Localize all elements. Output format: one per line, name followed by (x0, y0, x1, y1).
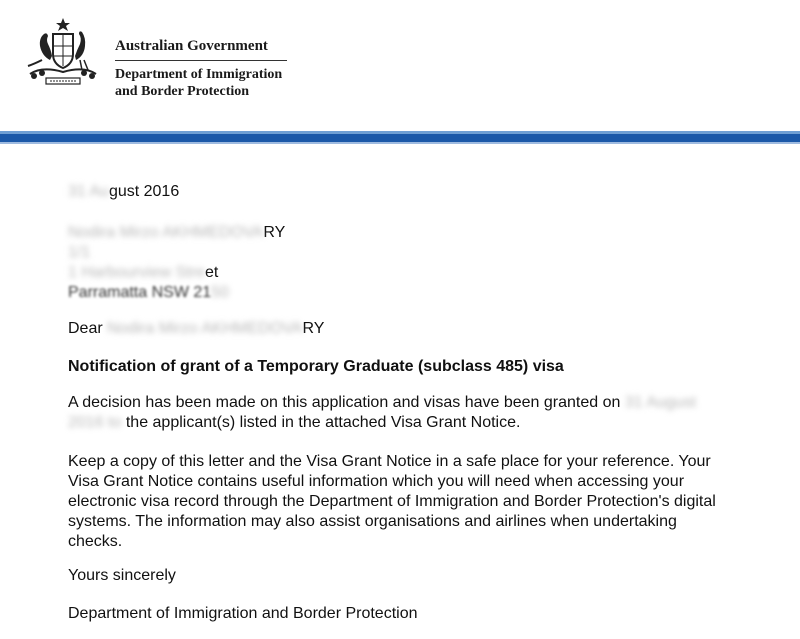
header-stripe (0, 131, 800, 146)
keep-copy-paragraph: Keep a copy of this letter and the Visa Grant Notice in a safe place for your reference. Your Visa Grant Notice contains useful information which you will need when accessing your electronic visa record through the Department of Immigration and Border Protection's digital systems. The information may also assist organisations and airlines when undertaking checks. (68, 453, 716, 550)
government-title: Australian Government (115, 38, 268, 54)
addressee-unit (68, 243, 90, 263)
redacted-text: Nodira Mirzo AKHMEDOVA (68, 224, 264, 241)
coat-of-arms-icon (22, 16, 104, 88)
title-divider (115, 60, 287, 61)
letterhead (0, 0, 800, 132)
redacted-text: 2016 to (68, 414, 122, 431)
letter-date: 31 August 2016 (68, 183, 180, 200)
redacted-text: 31 August (624, 394, 697, 411)
redacted-text: 31 Au (68, 183, 109, 200)
redacted-text: 1 Harbourview Stre (68, 264, 205, 281)
department-line-2: and Border Protection (115, 84, 250, 99)
department-line-1: Department of Immigration (115, 67, 283, 82)
redacted-text: 1/1 (68, 244, 91, 261)
letter-subject: Notification of grant of a Temporary Graduate (subclass 485) visa (68, 358, 564, 375)
redacted-text: 50 (211, 284, 229, 301)
closing: Yours sincerely (68, 567, 176, 584)
decision-paragraph: A decision has been made on this application and visas have been granted on 31 August 2016 to the applicant(s) listed in the attached Visa Grant Notice. (68, 394, 697, 431)
signature-block: Department of Immigration and Border Protection (68, 605, 418, 622)
addressee-name: Nodira Mirzo AKHMEDOVARY (68, 224, 286, 241)
addressee-street: 1 Harbourview Street (68, 264, 219, 281)
salutation: Dear Nodira Mirzo AKHMEDOVARY (68, 320, 325, 337)
addressee-suburb: Parramatta NSW 2150 (68, 284, 229, 301)
government-name-block (115, 36, 287, 100)
redacted-text: Nodira Mirzo AKHMEDOVA (107, 320, 303, 337)
